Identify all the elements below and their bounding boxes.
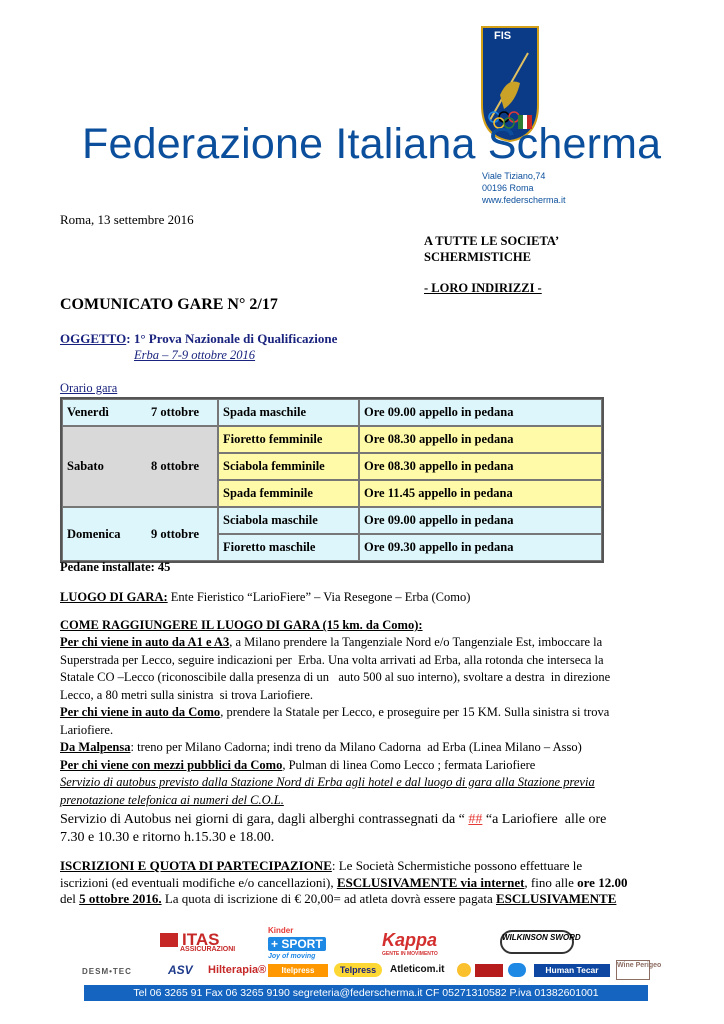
discipline-cell: Fioretto femminile	[218, 426, 359, 453]
iscrizioni-line2	[60, 875, 660, 892]
table-row	[62, 507, 602, 534]
iscrizioni-text3c: La quota di iscrizione di € 20,00= ad atleta dovrà essere pagata	[161, 891, 496, 906]
auto-a1-line4: Lecco, a 80 metri sulla sinistra si trova Lariofiere.	[60, 687, 314, 702]
recipient-line-2: SCHERMISTICHE	[424, 250, 531, 264]
sponsor-itas	[160, 930, 236, 953]
directions-como	[60, 704, 660, 722]
time-cell: Ore 08.30 appello in pedana	[359, 426, 602, 453]
como-label: Per chi viene in auto da Como	[60, 705, 221, 719]
day-cell	[62, 426, 218, 507]
autobus-text-a: Servizio di Autobus nei giorni di gara, dagli alberghi contrassegnati da “	[60, 812, 469, 827]
sponsor-kappa	[382, 930, 438, 957]
luogo-text: Ente Fieristico “LarioFiere” – Via Resegone – Erba (Como)	[167, 590, 471, 604]
itas-emblem-icon	[160, 933, 178, 947]
kappa-sub: GENTE IN MOVIMENTO	[382, 951, 438, 957]
kinder-main: + SPORT	[268, 937, 326, 951]
sponsor-badge3-icon	[508, 963, 526, 977]
directions-pubblici	[60, 757, 660, 775]
iscrizioni-line3	[60, 891, 660, 908]
iscrizioni-text2b: ESCLUSIVAMENTE via internet	[336, 874, 525, 890]
place-date: Roma, 13 settembre 2016	[60, 212, 194, 227]
autobus-text-b: “a Lariofiere alle ore	[482, 812, 607, 827]
time-cell: Ore 09.00 appello in pedana	[359, 507, 602, 534]
iscrizioni-block	[60, 858, 660, 908]
sponsor-telpress: Telpress	[334, 963, 382, 977]
autobus-mark: ##	[468, 812, 483, 827]
directions-a1	[60, 634, 660, 652]
servizio-line1: Servizio di autobus previsto dalla Stazione Nord di Erba agli hotel e dal luogo di gara alla Stazione previa	[60, 775, 595, 789]
recipient-line-3: - LORO INDIRIZZI -	[424, 281, 542, 295]
directions-malpensa	[60, 739, 660, 757]
luogo-label: LUOGO DI GARA:	[60, 590, 168, 604]
iscrizioni-text2d: ore 12.00	[577, 874, 628, 890]
pedane-count: Pedane installate: 45	[60, 560, 171, 574]
itas-sub: ASSICURAZIONI	[180, 946, 236, 953]
address-street: Viale Tiziano,74	[482, 171, 546, 181]
iscrizioni-line1	[60, 858, 660, 875]
address-city: 00196 Roma	[482, 183, 534, 193]
document-title: COMUNICATO GARE N° 2/17	[60, 296, 278, 313]
discipline-cell: Sciabola maschile	[218, 507, 359, 534]
itas-name: ITAS	[182, 930, 220, 949]
federation-name: Federazione Italiana Scherma	[82, 120, 662, 168]
recipient-line-1: A TUTTE LE SOCIETA’	[424, 234, 560, 248]
iscrizioni-text3a: del	[60, 891, 80, 906]
day-cell	[62, 399, 218, 426]
auto-a1-line3: Statale CO –Lecco (riconoscibile dalla presenza di un auto 500 al suo interno), svoltare a destra in direzione	[60, 670, 611, 684]
table-row	[62, 399, 602, 426]
come-raggiungere-title: COME RAGGIUNGERE IL LUOGO DI GARA (15 km. da Como):	[60, 618, 423, 632]
sponsor-humantecar: Human Tecar	[534, 964, 610, 977]
iscrizioni-text2a: iscrizioni (ed eventuali modifiche e/o cancellazioni),	[60, 874, 337, 890]
auto-a1-label: Per chi viene in auto da A1 e A3	[60, 635, 230, 649]
federation-address	[482, 170, 566, 206]
sponsor-badge-icon	[457, 963, 471, 977]
time-cell: Ore 09.00 appello in pedana	[359, 399, 602, 426]
sponsor-badge2-icon	[475, 964, 503, 977]
iscrizioni-text1: : Le Società Schermistiche possono effettuare le	[331, 858, 583, 873]
subject-subtitle: Erba – 7-9 ottobre 2016	[134, 348, 256, 362]
iscrizioni-text3d: ESCLUSIVAMENTE	[495, 891, 617, 906]
kinder-top: Kinder	[268, 926, 294, 935]
day-date: 9 ottobre	[150, 526, 199, 541]
kinder-sub: Joy of moving	[268, 953, 316, 960]
como-line1: , prendere la Statale per Lecco, e proseguire per 15 KM. Sulla sinistra si trova	[220, 705, 610, 719]
time-cell: Ore 08.30 appello in pedana	[359, 453, 602, 480]
day-name: Venerdì	[67, 405, 109, 419]
malpensa-text: : treno per Milano Cadorna; indi treno da Milano Cadorna ad Erba (Linea Milano – Asso)	[130, 740, 582, 754]
como-line2: Lariofiere.	[60, 722, 114, 737]
logo-text: FIS	[494, 30, 512, 42]
autobus-line2: 7.30 e 10.30 e ritorno h.15.30 e 18.00.	[60, 830, 275, 845]
address-website: www.federscherma.it	[482, 195, 566, 205]
autobus-line1	[60, 811, 656, 829]
iscrizioni-label: ISCRIZIONI E QUOTA DI PARTECIPAZIONE	[60, 858, 332, 873]
auto-a1-line2: Superstrada per Lecco, seguire indicazioni per Erba. Una volta arrivati ad Erba, alla rotonda che interseca la	[60, 652, 604, 667]
discipline-cell: Spada femminile	[218, 480, 359, 507]
sponsor-kinder-sport	[268, 926, 358, 960]
day-date: 7 ottobre	[150, 405, 199, 419]
orario-label: Orario gara	[60, 381, 118, 395]
sponsor-itelpress: Itelpress	[268, 964, 328, 977]
malpensa-label: Da Malpensa	[60, 740, 131, 754]
sponsor-atleticom: Atleticom.it	[390, 964, 445, 975]
table-row	[62, 426, 602, 453]
iscrizioni-text3b: 5 ottobre 2016.	[79, 891, 162, 906]
day-name: Domenica	[67, 526, 121, 541]
sponsor-hilterapia: Hilterapia®	[208, 964, 267, 976]
schedule-table	[60, 397, 604, 563]
day-name: Sabato	[67, 459, 104, 473]
day-date: 8 ottobre	[150, 459, 199, 473]
footer-contact-bar: Tel 06 3265 91 Fax 06 3265 9190 segreteria@federscherma.it CF 05271310582 P.iva 01382601001	[84, 985, 648, 1001]
discipline-cell: Spada maschile	[218, 399, 359, 426]
sponsor-asv: ASV	[168, 963, 193, 977]
subject	[60, 331, 337, 347]
sponsor-desmotec: DESM•TEC	[82, 967, 132, 976]
kappa-name: Kappa	[382, 930, 438, 950]
luogo-gara	[60, 590, 470, 605]
autobus-block	[60, 811, 656, 847]
iscrizioni-text2c: , fino alle	[524, 874, 578, 890]
sponsor-wilkinson: WILKINSON SWORD	[500, 930, 574, 954]
pubblici-label: Per chi viene con mezzi pubblici da Como	[60, 757, 283, 772]
time-cell: Ore 11.45 appello in pedana	[359, 480, 602, 507]
discipline-cell: Sciabola femminile	[218, 453, 359, 480]
day-cell	[62, 507, 218, 561]
auto-a1-line1: , a Milano prendere la Tangenziale Nord e/o Tangenziale Est, imboccare la	[229, 635, 603, 649]
subject-label: OGGETTO	[60, 331, 127, 346]
pubblici-text: , Pulman di linea Como Lecco ; fermata Lariofiere	[282, 757, 536, 772]
directions-block	[60, 634, 660, 809]
time-cell: Ore 09.30 appello in pedana	[359, 534, 602, 561]
discipline-cell: Fioretto maschile	[218, 534, 359, 561]
subject-text: : 1° Prova Nazionale di Qualificazione	[126, 331, 338, 346]
sponsor-perigeo: Wine Perigeo	[616, 960, 650, 980]
servizio-line2: prenotazione telefonica ai numeri del C.O.L.	[60, 792, 284, 807]
